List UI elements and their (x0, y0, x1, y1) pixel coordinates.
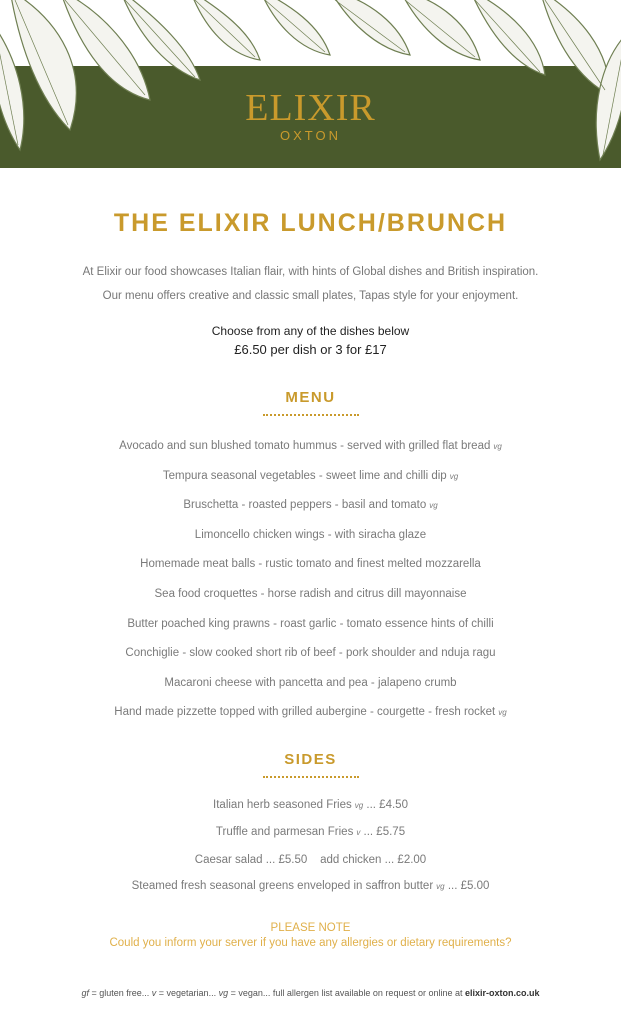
menu-item: Macaroni cheese with pancetta and pea - jalapeno crumb (164, 676, 457, 689)
menu-item: Sea food croquettes - horse radish and citrus dill mayonnaise (154, 587, 467, 600)
diet-tag: vg (354, 800, 364, 810)
footer-vg: vg (218, 988, 229, 998)
menu-item: Conchiglie - slow cooked short rib of beef - pork shoulder and nduja ragu (125, 647, 496, 660)
menu-list (0, 432, 621, 728)
footer-gf: gf (81, 988, 89, 998)
website-link[interactable]: elixir-oxton.co.uk (465, 988, 540, 998)
diet-tag: vg (493, 442, 502, 451)
side-item: Italian herb seasoned Fries vg ... £4.50 (213, 798, 408, 811)
menu-item: Bruschetta - roasted peppers - basil and tomato vg (183, 499, 438, 512)
diet-tag: vg (498, 708, 507, 718)
sides-heading: SIDES (284, 750, 337, 768)
side-item: Truffle and parmesan Fries v ... £5.75 (215, 826, 406, 839)
diet-tag: v (356, 828, 361, 838)
sides-divider (263, 774, 359, 778)
offer-choose: Choose from any of the dishes below (211, 324, 410, 338)
note-heading: PLEASE NOTE (270, 921, 351, 934)
menu-content (0, 168, 621, 951)
brand-name: ELIXIR (245, 87, 376, 129)
note-text: Could you inform your server if you have any allergies or dietary requirements? (109, 936, 512, 949)
diet-tag: vg (436, 882, 445, 892)
menu-item: Tempura seasonal vegetables - sweet lime and chilli dip vg (162, 469, 459, 482)
footer-v: v (151, 988, 157, 998)
menu-heading: MENU (285, 389, 336, 406)
brand-location: OXTON (280, 128, 341, 143)
diet-tag: vg (449, 471, 459, 481)
intro (0, 260, 621, 308)
side-item: Steamed fresh seasonal greens enveloped in saffron butter vg ... £5.00 (131, 880, 490, 893)
header (0, 0, 621, 168)
offer-price: £6.50 per dish or 3 for £17 (234, 342, 387, 357)
sides-list (0, 792, 621, 901)
menu-item: Homemade meat balls - rustic tomato and finest melted mozzarella (140, 558, 481, 571)
intro-line-2: Our menu offers creative and classic small plates, Tapas style for your enjoyment. (102, 290, 519, 302)
menu-item: Limoncello chicken wings - with siracha glaze (194, 528, 427, 541)
menu-item: Hand made pizzette topped with grilled aubergine - courgette - fresh rocket vg (114, 706, 507, 719)
sides-section (0, 750, 621, 901)
menu-item: Avocado and sun blushed tomato hummus - served with grilled flat bread vg (119, 440, 502, 452)
menu-item: Butter poached king prawns - roast garlic - tomato essence hints of chilli (127, 617, 494, 630)
allergy-note (0, 921, 621, 951)
menu-section (0, 388, 621, 728)
side-item: Caesar salad ... £5.50 add chicken ... £2.00 (194, 853, 427, 866)
diet-tag: vg (429, 501, 438, 511)
brand (0, 88, 621, 144)
page-title: THE ELIXIR LUNCH/BRUNCH (113, 209, 508, 237)
intro-line-1: At Elixir our food showcases Italian flair, with hints of Global dishes and British inspiration. (82, 266, 539, 278)
footer: gf = gluten free... v = vegetarian... vg = vegan... full allergen list available on request or online at elixir-oxton.co.uk (81, 988, 540, 998)
menu-divider (263, 412, 359, 416)
